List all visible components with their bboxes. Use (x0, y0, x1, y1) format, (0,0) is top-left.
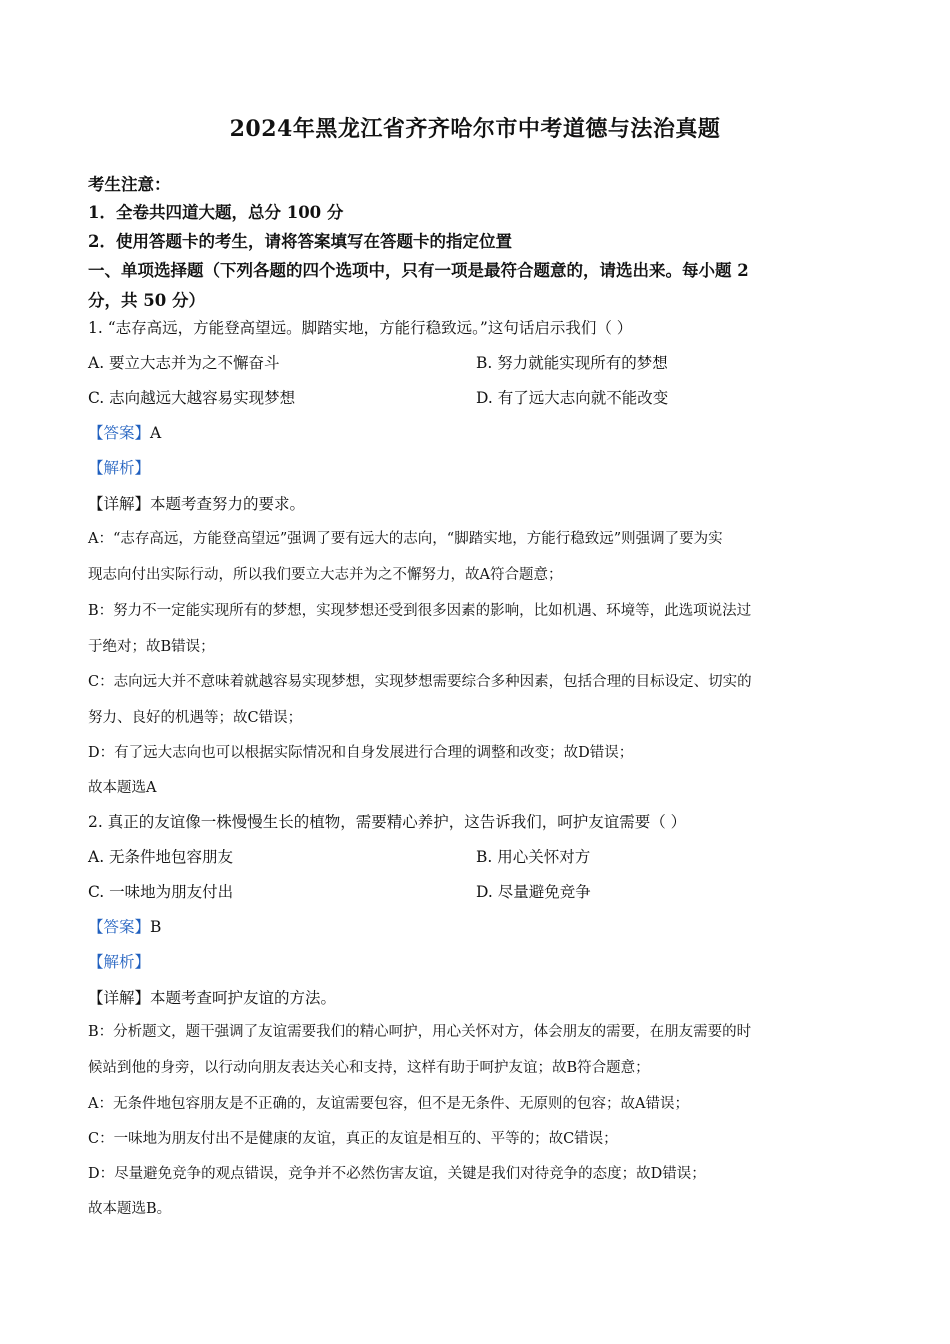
answer-tag: 【答案】 (88, 918, 151, 936)
q1-conclusion: 故本题选A (88, 780, 157, 796)
q2-option-d: D. 尽量避免竞争 (476, 883, 591, 901)
q2-stem: 2. 真正的友谊像一株慢慢生长的植物，需要精心养护，这告诉我们，呵护友谊需要（ ） (88, 813, 687, 831)
q2-explanation-line: D：尽量避免竞争的观点错误，竞争并不必然伤害友谊，关键是我们对待竞争的态度；故D错误； (88, 1166, 706, 1182)
q1-explanation-line: 现志向付出实际行动，所以我们要立大志并为之不懈努力，故A符合题意； (88, 567, 563, 583)
q1-answer-value: A (150, 424, 162, 442)
q2-explanation-line: B：分析题文，题干强调了友谊需要我们的精心呵护，用心关怀对方，体会朋友的需要，在朋友需要的时 (88, 1024, 752, 1040)
notice-item-2: 2．使用答题卡的考生，请将答案填写在答题卡的指定位置 (88, 232, 512, 251)
q1-stem: 1. “志存高远，方能登高望远。脚踏实地，方能行稳致远。”这句话启示我们（ ） (88, 319, 633, 337)
q1-explanation-line: 努力、良好的机遇等；故C错误； (88, 710, 303, 726)
q2-conclusion: 故本题选B。 (88, 1201, 172, 1217)
q1-option-c: C. 志向越远大越容易实现梦想 (88, 389, 296, 407)
q1-detail (88, 492, 868, 514)
q1-explanation-line: A：“志存高远，方能登高望远”强调了要有远大的志向，“脚踏实地，方能行稳致远”则强调了要为实 (88, 531, 723, 547)
q1-option-d: D. 有了远大志向就不能改变 (476, 389, 669, 407)
q2-detail (88, 986, 868, 1008)
answer-tag: 【答案】 (88, 424, 151, 442)
q1-explanation-line: 于绝对；故B错误； (88, 639, 215, 655)
section-heading-line1: 一、单项选择题（下列各题的四个选项中，只有一项是最符合题意的，请选出来。每小题 2 (88, 261, 749, 280)
q1-detail-text: 本题考查努力的要求。 (150, 495, 306, 513)
q2-answer-value: B (150, 918, 162, 936)
analysis-tag: 【解析】 (88, 953, 151, 971)
q2-explanation-line: 候站到他的身旁，以行动向朋友表达关心和支持，这样有助于呵护友谊；故B符合题意； (88, 1060, 650, 1076)
detail-tag: 【详解】 (88, 989, 151, 1007)
analysis-tag: 【解析】 (88, 459, 151, 477)
notice-heading: 考生注意： (88, 175, 171, 194)
q2-explanation-line: A：无条件地包容朋友是不正确的，友谊需要包容，但不是无条件、无原则的包容；故A错误； (88, 1096, 689, 1112)
q2-option-b: B. 用心关怀对方 (476, 848, 591, 866)
q1-explanation-line: C：志向远大并不意味着就越容易实现梦想，实现梦想需要综合多种因素，包括合理的目标设定、切实的 (88, 674, 752, 690)
q2-option-c: C. 一味地为朋友付出 (88, 883, 234, 901)
q1-explanation-line: D：有了远大志向也可以根据实际情况和自身发展进行合理的调整和改变；故D错误； (88, 745, 634, 761)
q2-detail-text: 本题考查呵护友谊的方法。 (150, 989, 337, 1007)
q1-option-a: A. 要立大志并为之不懈奋斗 (88, 354, 280, 372)
q2-answer (88, 915, 868, 937)
q2-explanation-line: C：一味地为朋友付出不是健康的友谊，真正的友谊是相互的、平等的；故C错误； (88, 1131, 618, 1147)
detail-tag: 【详解】 (88, 495, 151, 513)
section-heading-line2: 分，共 50 分） (88, 291, 205, 310)
q1-answer (88, 421, 868, 443)
notice-item-1: 1．全卷共四道大题，总分 100 分 (88, 203, 344, 222)
q2-option-a: A. 无条件地包容朋友 (88, 848, 234, 866)
q1-explanation-line: B：努力不一定能实现所有的梦想，实现梦想还受到很多因素的影响，比如机遇、环境等，此选项说法过 (88, 603, 752, 619)
q2-analysis (88, 950, 868, 972)
q1-analysis (88, 456, 868, 478)
q1-option-b: B. 努力就能实现所有的梦想 (476, 354, 668, 372)
page-title: 2024年黑龙江省齐齐哈尔市中考道德与法治真题 (229, 116, 721, 142)
